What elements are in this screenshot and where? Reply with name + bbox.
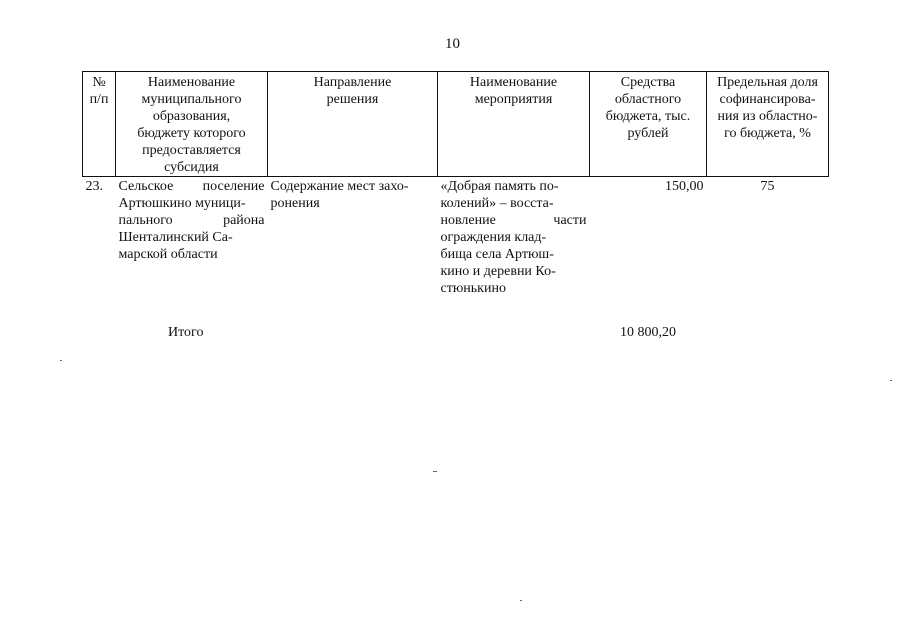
total-value: 10 800,20 bbox=[620, 325, 676, 340]
scan-speck bbox=[60, 360, 62, 361]
row-event: «Добрая память по- колений» – восста- новление части ограждения клад- бища села Артюш- кино и деревни Ко- стюнькино bbox=[440, 179, 587, 296]
table-header-row bbox=[83, 72, 829, 177]
row-number: 23. bbox=[85, 179, 103, 194]
page-number: 10 bbox=[445, 36, 460, 52]
header-municipality: Наименование муниципального образования, бюджету которого предоставляется субсидия bbox=[116, 72, 268, 177]
scan-speck bbox=[520, 600, 522, 601]
row-direction: Содержание мест захо- ронения bbox=[270, 179, 409, 211]
table-row bbox=[83, 177, 829, 298]
header-number: № п/п bbox=[83, 72, 116, 177]
scan-speck bbox=[890, 380, 892, 381]
total-label: Итого bbox=[168, 325, 204, 340]
row-municipality: Сельское поселение Артюшкино муници- пального района Шенталинский Са- марской области bbox=[118, 179, 265, 262]
header-direction: Направление решения bbox=[268, 72, 438, 177]
row-amount: 150,00 bbox=[665, 179, 704, 194]
header-event: Наименование мероприятия bbox=[438, 72, 590, 177]
row-share: 75 bbox=[760, 179, 775, 194]
scan-speck bbox=[433, 471, 437, 472]
header-amount: Средства областного бюджета, тыс. рублей bbox=[590, 72, 707, 177]
subsidy-table bbox=[82, 71, 829, 297]
header-share: Предельная доля софинансирова- ния из областно- го бюджета, % bbox=[707, 72, 829, 177]
